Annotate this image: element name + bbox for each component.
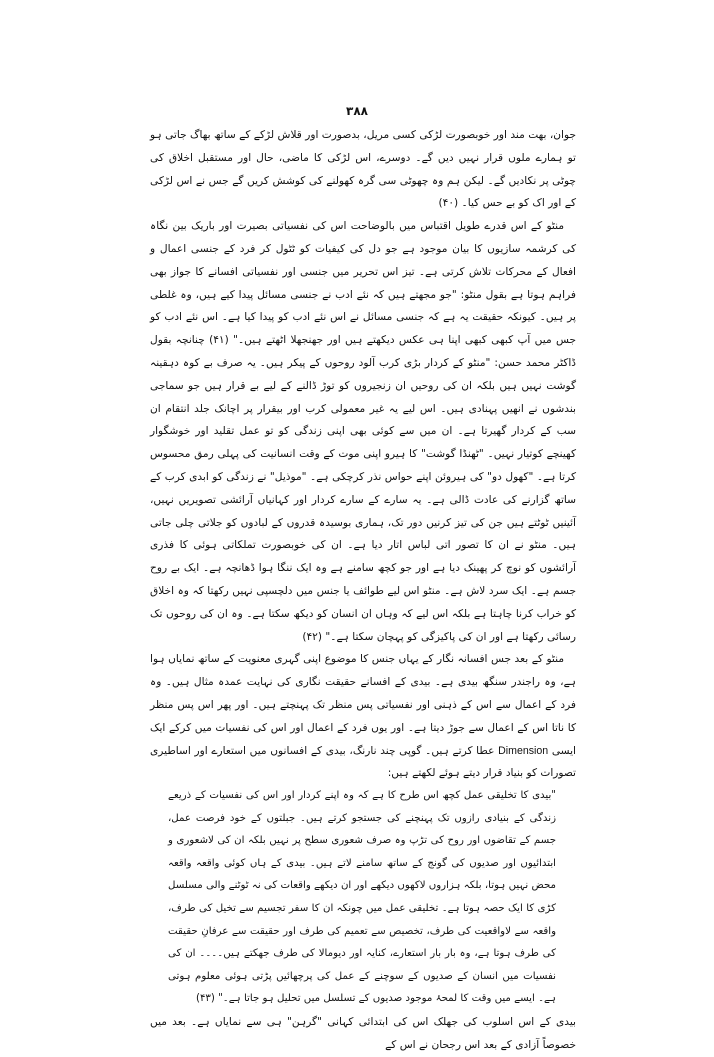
latin-term: Dimension [498, 744, 549, 757]
paragraph-3-text-b: عطا کرتے ہیں۔ گوپی چند نارنگ، بیدی کے افسانوں میں استعارے اور اساطیری تصورات کو بنیاد قرار دیتے ہوئے لکھتے ہیں: [150, 744, 576, 780]
page-number: ۳۸۸ [346, 104, 368, 118]
paragraph-4: بیدی کے اس اسلوب کی جھلک اس کی ابتدائی کہانی "گرہن" ہی سے نمایاں ہے۔ بعد میں خصوصاً آزادی کے بعد اس رجحان نے اس کے [150, 1016, 576, 1051]
paragraph-1: جوان، بھت مند اور خوبصورت لڑکی کسی مریل، بدصورت اور قلاش لڑکے کے ساتھ بھاگ جاتی ہو تو ہمارے ملوں قرار نہیں دیں گے۔ دوسرے، اس لڑکی کا ماضی، حال اور مستقبل اخلاق کی چوٹی پر نکادیں گے۔ لیکن ہم وہ چھوٹی سی گرہ کھولنے کی کوشش کریں گے جس نے اس لڑکی کے اور اک کو بے حس کیا۔ (۴۰) [150, 129, 576, 210]
paragraph-3 [150, 648, 576, 785]
block-quote: "بیدی کا تخلیقی عمل کچھ اس طرح کا ہے کہ وہ اپنے کردار اور اس کی نفسیات کے ذریعے زندگی کے بنیادی رازوں تک پہنچنے کی جستجو کرتے ہیں۔ جبلتوں کے خود فرصت عمل، جسم کے تقاضوں اور روح کی تڑپ وہ صرف شعوری سطح پر نہیں بلکہ ان کی لاشعوری و ابتدائیوں اور صدیوں کی گونج کے ساتھ سامنے لاتے ہیں۔ بیدی کے ہاں کوئی واقعہ واقعہ محض نہیں ہوتا، بلکہ ہزاروں لاکھوں دیکھے اور ان دیکھے واقعات کی نہ ٹوٹنے والی مسلسل کڑی کا ایک حصہ ہوتا ہے۔ تخلیقی عمل میں چونکہ ان کا سفر تجسیم سے تخیل کی طرف، واقعہ سے لاواقعیت کی طرف، تخصیص سے تعمیم کی طرف اور حقیقت سے عرفانِ حقیقت کی طرف ہوتا ہے، وہ بار بار استعارے، کنایہ اور دیومالا کی طرف جھکتے ہیں۔۔۔۔ ان کی نفسیات میں انسان کے صدیوں کے سوچنے کے عمل کی پرچھائیں پڑتی ہوئی معلوم ہوتی ہے۔ ایسے میں وقت کا لمحۂ موجود صدیوں کے تسلسل میں تحلیل ہو جاتا ہے۔" (۴۳) [168, 790, 556, 1005]
body-text [150, 124, 576, 1057]
paragraph-3-text-a: منٹو کے بعد جس افسانہ نگار کے یہاں جنس کا موضوع اپنی گہری معنویت کے ساتھ نمایاں ہوا ہے، وہ راجندر سنگھ بیدی ہے۔ بیدی کے افسانے حقیقت نگاری کی نہایت عمدہ مثال ہیں۔ وہ فرد کے اعمال سے اس کے ذہنی اور نفسیاتی پس منظر تک پہنچتے ہیں۔ اور پھر اس پس منظر کا ناتا اس کے اعمال سے جوڑ دیتا ہے۔ اور یوں فرد کے اعمال اور اس کی نفسیات میں کرکے ایک ایسی [150, 653, 576, 757]
paragraph-2: منٹو کے اس قدرے طویل اقتباس میں بالوضاحت اس کی نفسیاتی بصیرت اور باریک بین نگاہ کی کرشمہ سازیوں کا بیان موجود ہے جو دل کی کیفیات کو ٹٹول کر فرد کے جنسی اعمال و افعال کے محرکات تلاش کرتی ہے۔ تیز اس تحریر میں جنسی اور نفسیاتی افسانے کا جواز بھی فراہم ہوتا ہے بقول منٹو: "جو مجھتے ہیں کہ نئے ادب نے جنسی مسائل پیدا کیے ہیں، وہ غلطی پر ہیں۔ کیونکہ حقیقت یہ ہے کہ جنسی مسائل نے اس نئے ادب کو پیدا کیا ہے۔ اس نئے ادب کو جس میں آپ کبھی کبھی اپنا ہی عکس دیکھتے ہیں اور جھنجھلا اٹھتے ہیں۔" (۴۱) چنانچہ بقول ڈاکٹر محمد حسن: "منٹو کے کردار بڑی کرب آلود روحوں کے پیکر ہیں۔ یہ صرف بے کوہ دہقینہ گوشت نہیں ہیں بلکہ ان کی روحیں ان زنجیروں کو توڑ ڈالنے کے لیے بے قرار ہیں جو سماجی بندشوں نے انھیں پہنادی ہیں۔ اس لیے یہ غیر معمولی کرب اور بیقرار پر اچانک جلد انتقام ان سب کے کردار گھیرتا ہے۔ ان میں سے کوئی بھی اپنی زندگی کو تو عمل تقلید اور خوشگوار کھینچے کوتیار نہیں۔ "ٹھنڈا گوشت" کا ہیرو اپنی موت کے وقت انسانیت کی پہلی رمق محسوس کرتا ہے۔ "کھول دو" کی ہیروئن اپنے حواس نذر کرچکی ہے۔ "موذیل" نے زندگی کو ابدی کرب کے ساتھ گزارنے کی عادت ڈالی ہے۔ یہ سارے کے سارے کردار اور کہانیاں آرائشی تصویریں نہیں، آئینیں ٹوٹتے ہیں جن کی تیز کرنیں دور تک، ہماری بوسیدہ قدروں کے لبادوں کو جلاتی چلی جاتی ہیں۔ منٹو نے ان کا تصور اتی لباس اتار دیا ہے۔ ان کی خوبصورت تملکاتی ہوئی کا فذری آرائشوں کو نوچ کر پھینک دیا ہے اور جو کچھ سامنے ہے وہ ایک ننگا ہوا ڈھانچہ ہے۔ ایک بے روح جسم ہے۔ ایک سرد لاش ہے۔ منٹو اس لیے طوائف یا جنس میں دلچسپی نہیں رکھتا کہ وہ اخلاق کو خراب کرنا چاہتا ہے بلکہ اس لیے کہ وہاں ان انسان کو دیکھ سکتا ہے۔ وہ ان کی روحوں تک رسائی رکھتا ہے اور ان کی پاکیزگی کو پہچان سکتا ہے۔" (۴۲) [150, 220, 577, 643]
